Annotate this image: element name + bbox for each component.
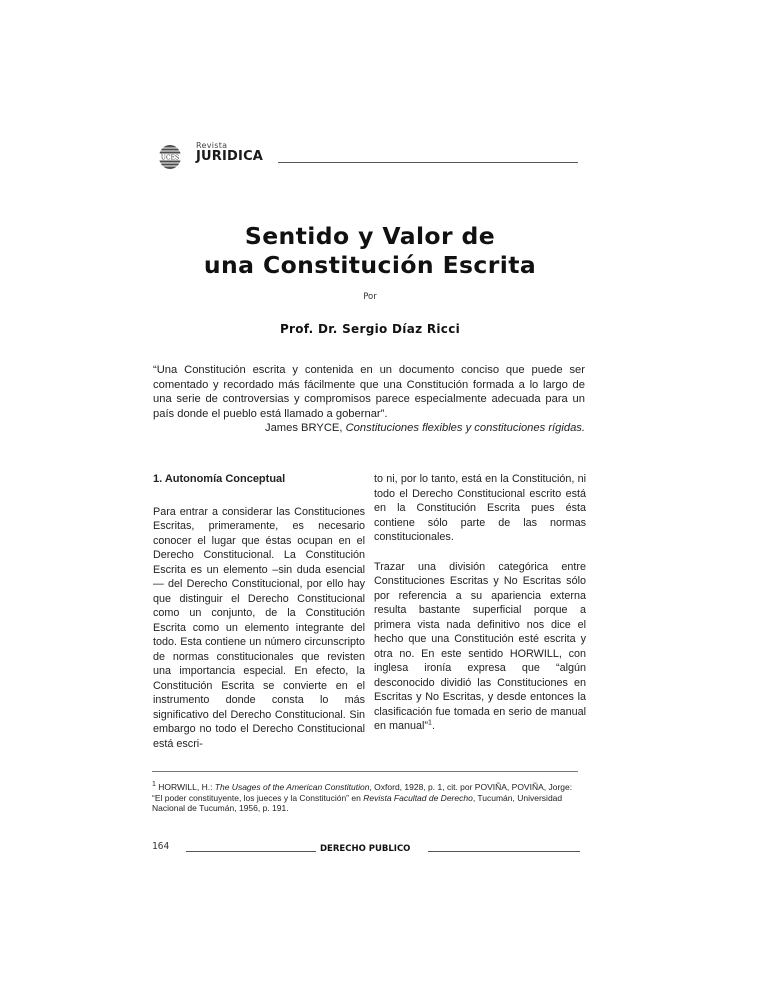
footnote-number: 1 (152, 781, 156, 789)
footnote (152, 782, 580, 814)
header-rule (278, 162, 578, 163)
epigraph-quote: “Una Constitución escrita y contenida en un documento conciso que puede ser comentado y recordado más fácilmente que una Constitución formada a lo largo de una serie de controversias y compromisos parece especialmente adecuada para un país donde el pueblo está llamado a gobernar”. (153, 364, 585, 420)
right-column (374, 472, 586, 734)
journal-name: JURIDICA (196, 149, 264, 164)
paragraph-end: . (431, 720, 435, 732)
paragraph-text: Trazar una división categórica entre Constituciones Escritas y No Escritas sólo por referencia a su apariencia externa resulta bastante superficial porque a primera vista nada definitivo nos dice el hecho que una Constitución esté escrita y otra no. En este sentido HORWILL, con inglesa ironía expresa que “algún desconocido dividió las Constituciones en Escritas y No Escritas, y desde entonces la clasificación fue tomada en serio de manual en manual” (374, 560, 586, 732)
page-footer (152, 840, 580, 860)
footer-rule-left (186, 851, 316, 852)
epigraph (153, 363, 585, 436)
footnote-text: , Tucumán, Universidad Nacional de Tucumán, 1956, p. 191. (152, 792, 563, 813)
article-title (150, 222, 590, 280)
footnote-text: HORWILL, H.: (155, 782, 215, 792)
title-line-2: una Constitución Escrita (203, 251, 537, 279)
attribution-author: James BRYCE, (264, 422, 346, 435)
footnote-text: , Oxford, 1928, p. 1, cit. por POVIÑA, POVIÑA, Jorge: “El poder constituyente, los jueces y la Constitución” en (152, 782, 573, 803)
section-heading: 1. Autonomía Conceptual (153, 473, 286, 485)
title-line-1: Sentido y Valor de (244, 222, 496, 250)
paragraph (374, 560, 586, 734)
footnote-ref-link[interactable]: 1 (428, 719, 432, 727)
by-label: Por (363, 292, 377, 302)
footer-section-name: DERECHO PUBLICO (320, 844, 411, 854)
paragraph: to ni, por lo tanto, está en la Constitución, ni todo el Derecho Constitucional escrito está en la Constitución Escrita pues ésta contiene sólo parte de las normas constitucionales. (374, 473, 586, 543)
footnote-work-title: Revista Facultad de Derecho (363, 792, 473, 803)
journal-header (150, 140, 580, 170)
paragraph: Para entrar a considerar las Constituciones Escritas, primeramente, es necesario conocer el lugar que éstas ocupan en el Derecho Constitucional. La Constitución Escrita es un elemento –sin duda esencial— del Derecho Constitucional, por ello hay que distinguir el Derecho Constitucional como un conjunto, de la Constitución Escrita como un elemento integrante del todo. Esta contiene un número circunscripto de normas constitucionales que revisten una importancia especial. En efecto, la Constitución Escrita se convierte en el instrumento donde consta lo más significativo del Derecho Constitucional. Sin embargo no todo el Derecho Constitucional está escri- (153, 505, 365, 750)
epigraph-attribution (153, 421, 585, 436)
uces-logo-icon (150, 144, 190, 170)
footnote-rule (152, 771, 578, 772)
footer-rule-right (428, 851, 580, 852)
revista-label: Revista (196, 141, 228, 150)
author-name: Prof. Dr. Sergio Díaz Ricci (279, 322, 461, 336)
page-number: 164 (152, 841, 170, 852)
attribution-work: Constituciones flexibles y constituciones rígidas. (345, 422, 585, 435)
svg-text:UCES: UCES (160, 154, 180, 162)
footnote-work-title: The Usages of the American Constitution (214, 782, 370, 792)
left-column (153, 472, 365, 751)
